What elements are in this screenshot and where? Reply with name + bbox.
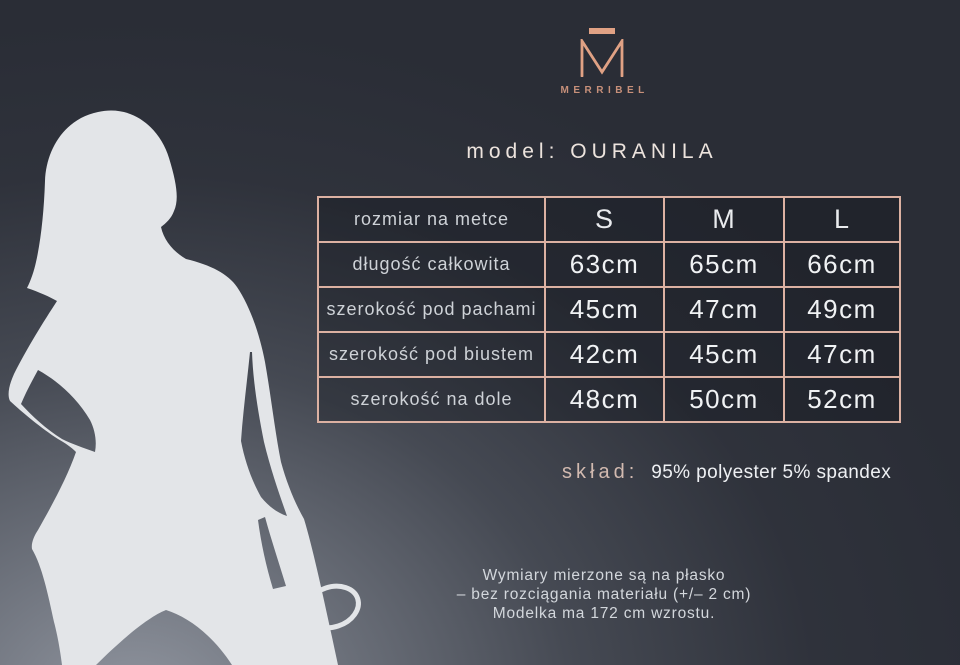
logo-macron-bar-icon: [589, 28, 615, 34]
table-row: [318, 377, 900, 422]
measurement-value: 45cm: [664, 332, 784, 377]
composition-value: 95% polyester 5% spandex: [651, 462, 892, 483]
measurement-value: 52cm: [784, 377, 900, 422]
table-row: [318, 287, 900, 332]
table-header-row: [318, 197, 900, 242]
measurement-value: 63cm: [545, 242, 664, 287]
footnote-line: Modelka ma 172 cm wzrostu.: [492, 605, 716, 622]
measurement-label: szerokość pod biustem: [318, 332, 545, 377]
measurement-value: 47cm: [664, 287, 784, 332]
measurement-value: 66cm: [784, 242, 900, 287]
measurement-value: 48cm: [545, 377, 664, 422]
model-title: model: OURANILA: [466, 140, 718, 163]
measurement-value: 45cm: [545, 287, 664, 332]
brand-logo: [556, 28, 648, 96]
measurement-label: szerokość na dole: [318, 377, 545, 422]
measurement-label: długość całkowita: [318, 242, 545, 287]
measurement-value: 47cm: [784, 332, 900, 377]
composition-label: skład:: [562, 461, 639, 483]
column-header-label: rozmiar na metce: [318, 197, 545, 242]
column-header-size-m: M: [664, 197, 784, 242]
measurement-value: 50cm: [664, 377, 784, 422]
logo-m-icon: [580, 39, 624, 77]
column-header-size-l: L: [784, 197, 900, 242]
measurement-label: szerokość pod pachami: [318, 287, 545, 332]
measurement-value: 42cm: [545, 332, 664, 377]
footnote-line: – bez rozciągania materiału (+/– 2 cm): [456, 586, 752, 603]
brand-name: MERRIBEL: [560, 85, 649, 96]
measurement-value: 65cm: [664, 242, 784, 287]
measurement-value: 49cm: [784, 287, 900, 332]
size-table: [317, 196, 901, 423]
table-row: [318, 332, 900, 377]
footnote-line: Wymiary mierzone są na płasko: [482, 567, 726, 584]
table-row: [318, 242, 900, 287]
composition-line: [562, 461, 891, 484]
column-header-size-s: S: [545, 197, 664, 242]
measurement-footnote: [304, 566, 904, 623]
